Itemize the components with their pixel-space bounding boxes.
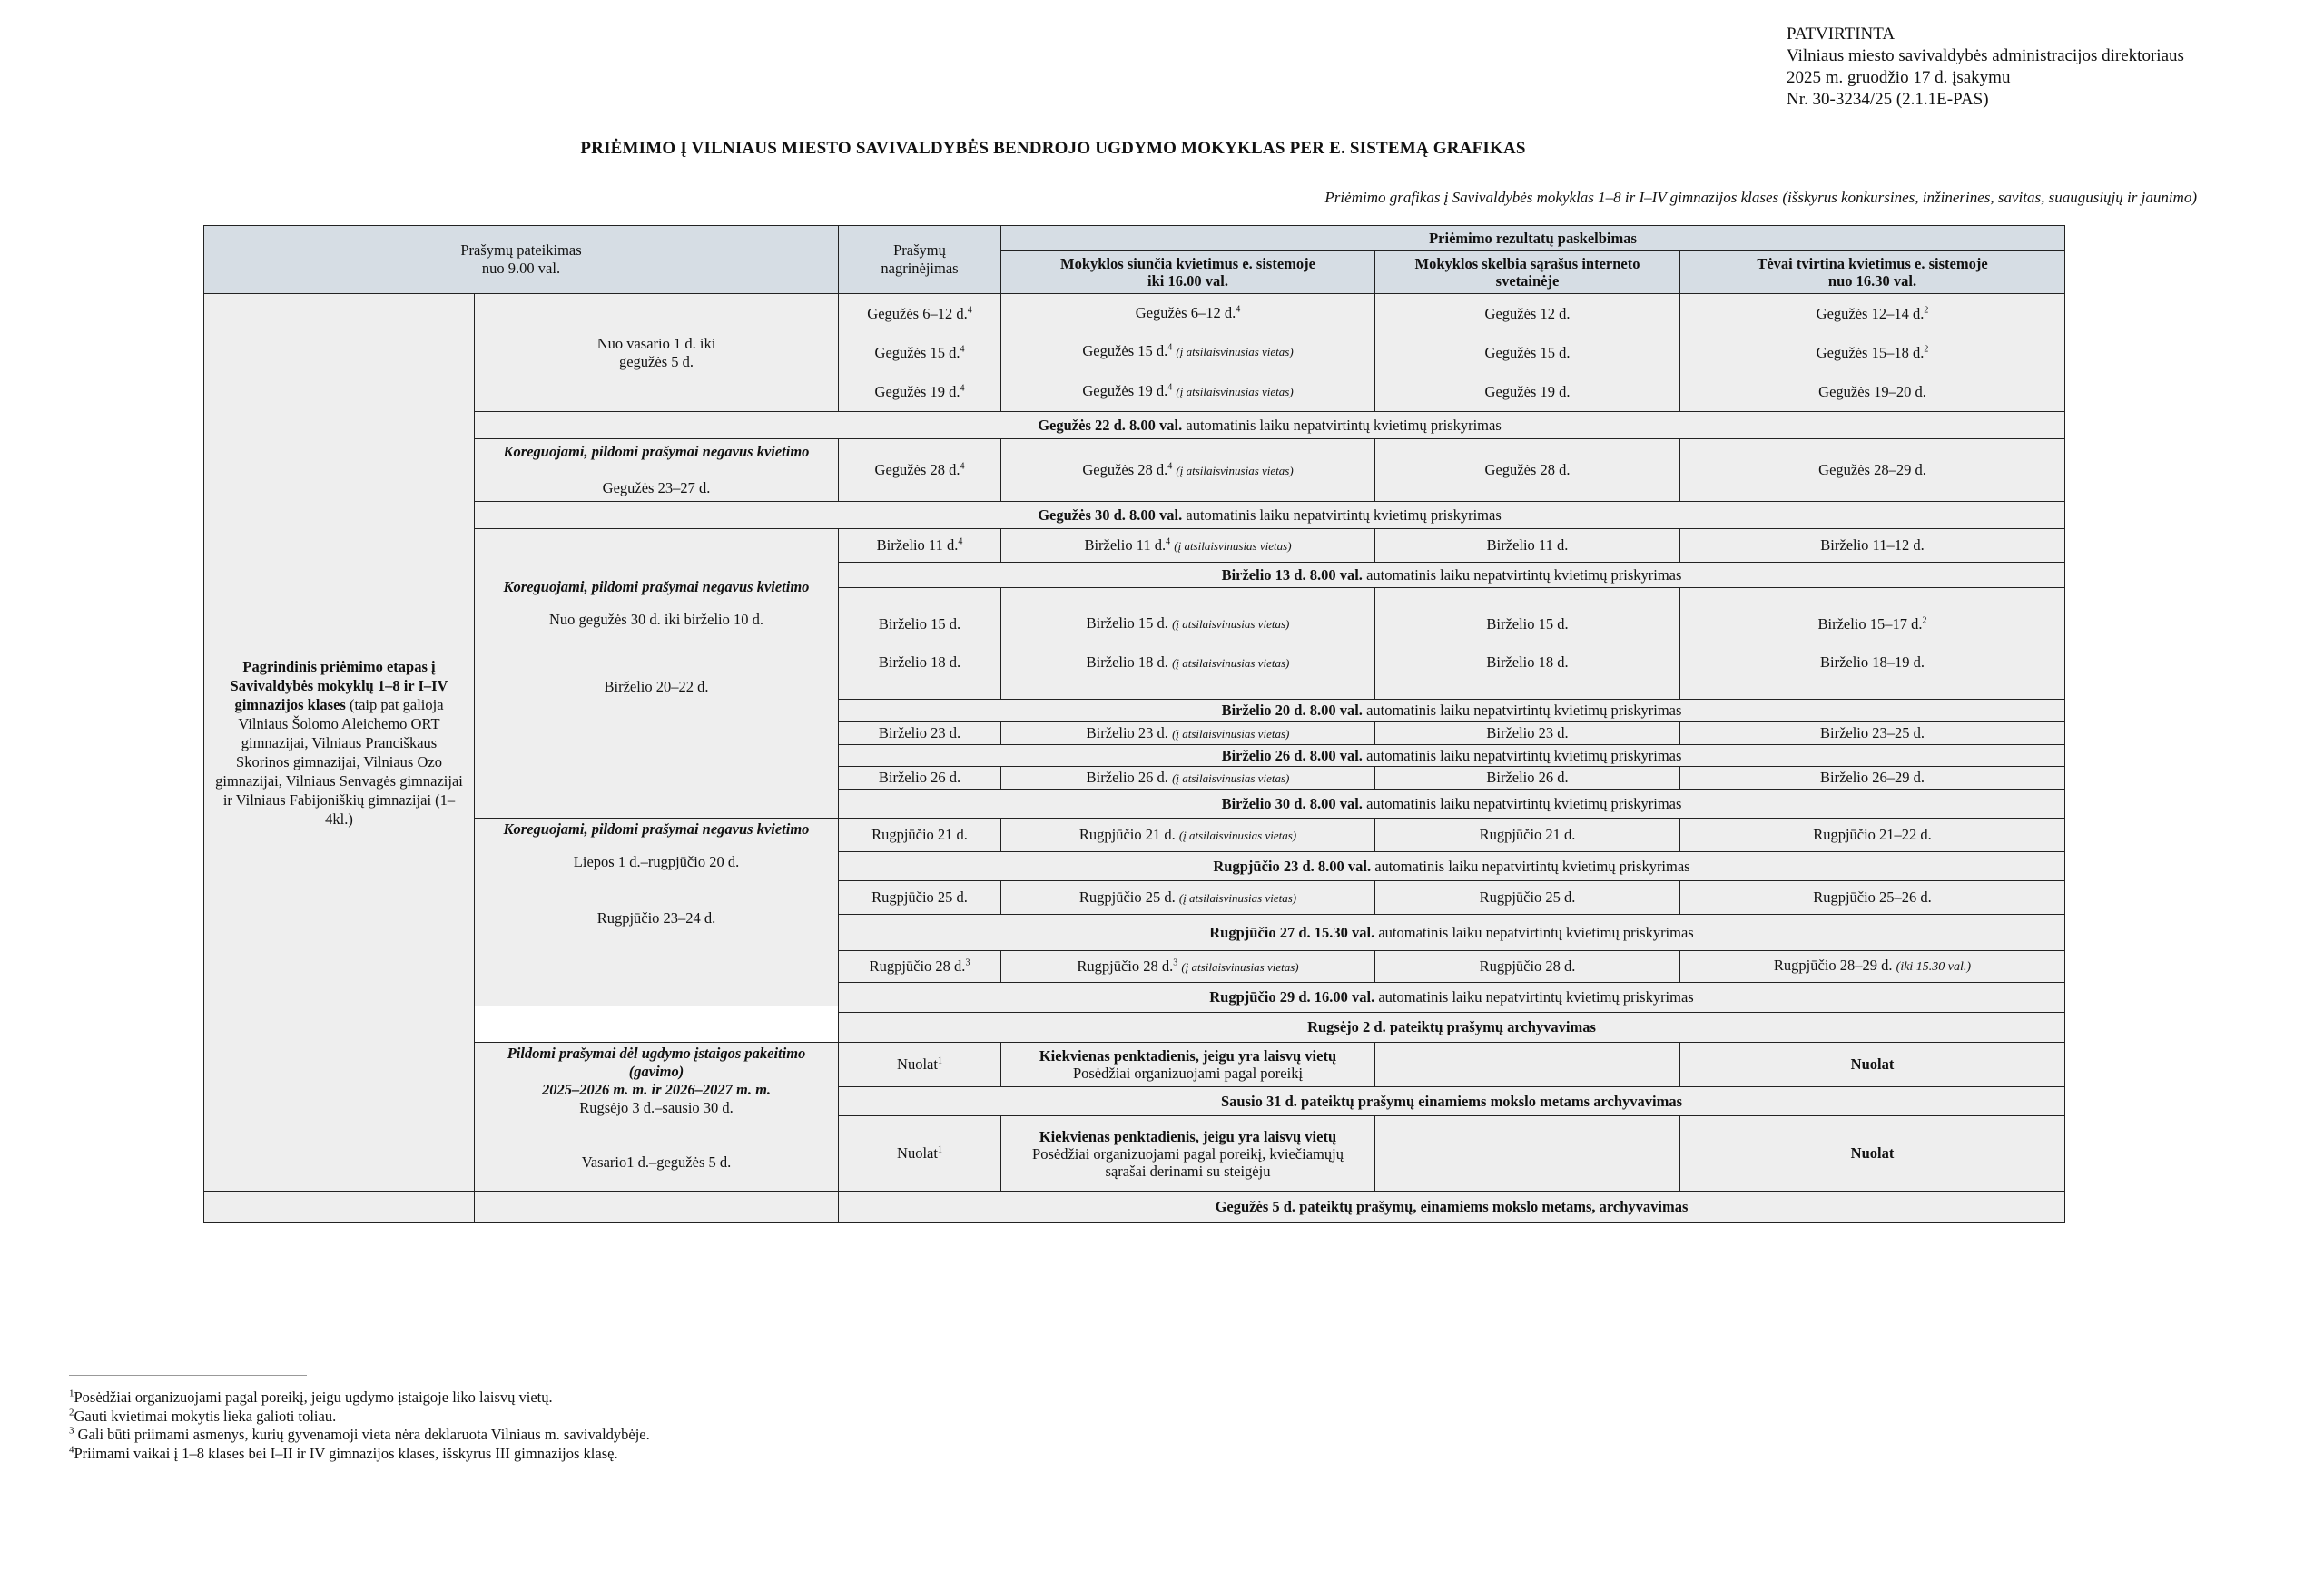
period-1-line1: Nuo vasario 1 d. iki	[596, 334, 716, 352]
header-confirm-line1: Tėvai tvirtina kvietimus e. sistemoje	[1757, 255, 1988, 272]
publish-r11: Rugpjūčio 25 d.	[1374, 880, 1680, 915]
header-send-line1: Mokyklos siunčia kvietimus e. sistemoje	[1060, 255, 1315, 272]
send-r14-line1: Kiekvienas penktadienis, jeigu yra laisvų vietų	[1039, 1127, 1337, 1145]
confirm-r2: Gegužės 15–18 d.$^2$	[1816, 343, 1929, 361]
send-r10: Rugpjūčio 21 d. (į atsilaisvinusias vietas)	[1000, 818, 1375, 852]
review-r2: Gegužės 15 d.$^4$	[874, 343, 965, 361]
confirm-r13: Nuolat	[1679, 1042, 2065, 1087]
document-title: PRIĖMIMO Į VILNIAUS MIESTO SAVIVALDYBĖS BENDROJO UGDYMO MOKYKLAS PER E. SISTEMĄ GRAFIKAS	[580, 139, 1526, 158]
review-r7: Birželio 18 d.	[878, 653, 961, 671]
approval-line: PATVIRTINTA	[1787, 25, 1896, 44]
confirm-r11: Rugpjūčio 25–26 d.	[1679, 880, 2065, 915]
send-r14-line3: sąrašai derinami su steigėju	[1105, 1162, 1271, 1180]
header-results	[1000, 225, 2065, 251]
review-r13: Nuolat$^1$	[838, 1042, 1001, 1087]
band-auto-assign-5: Birželio 26 d. 8.00 val. automatinis laiku nepatvirtintų kvietimų priskyrimas	[838, 744, 2065, 767]
publish-r10: Rugpjūčio 21 d.	[1374, 818, 1680, 852]
band-auto-assign-9: Rugpjūčio 29 d. 16.00 val. automatinis laiku nepatvirtintų kvietimų priskyrimas	[838, 982, 2065, 1013]
confirm-cell-r1-3	[1679, 293, 2065, 412]
period-1-line2: gegužės 5 d.	[618, 352, 694, 370]
review-r4: Gegužės 28 d.$^4$	[838, 438, 1001, 502]
change-label-2: (gavimo)	[628, 1063, 684, 1080]
band-auto-assign-1: Gegužės 22 d. 8.00 val. automatinis laiku nepatvirtintų kvietimų priskyrimas	[474, 411, 2065, 439]
confirm-r1: Gegužės 12–14 d.$^2$	[1816, 304, 1929, 322]
stage-details: (taip pat galioja Vilniaus Šolomo Aleichemo ORT gimnazijai, Vilniaus Pranciškaus Skorinos gimnazijai, Vilniaus Ozo gimnazijai, Vilniaus Senvagės gimnazijai ir Vilniaus Fabijoniškių gimnazijai (1–4kl.)	[215, 695, 463, 828]
send-r8: Birželio 23 d. (į atsilaisvinusias vietas)	[1000, 721, 1375, 745]
footnote-3: $^3$ Gali būti priimami asmenys, kurių gyvenamoji vieta nėra deklaruota Vilniaus m. savivaldybėje.	[69, 1425, 650, 1443]
stage-cell	[203, 293, 475, 1192]
period-3-dates: Nuo gegužės 30 d. iki birželio 10 d.	[549, 611, 763, 628]
approval-line: Nr. 30-3234/25 (2.1.1E-PAS)	[1787, 90, 1989, 109]
approval-line: Vilniaus miesto savivaldybės administracijos direktoriaus	[1787, 46, 2184, 65]
header-send	[1000, 250, 1375, 294]
footnote-4: $^4$Priimami vaikai į 1–8 klases bei I–II ir IV gimnazijos klases, išskyrus III gimnazijos klasę.	[69, 1444, 618, 1462]
footnote-1: $^1$Posėdžiai organizuojami pagal poreikį, jeigu ugdymo įstaigoje liko laisvų vietų.	[69, 1388, 553, 1406]
footnote-2: $^2$Gauti kvietimai mokytis lieka galioti toliau.	[69, 1407, 337, 1425]
period-3-label: Koreguojami, pildomi prašymai negavus kvietimo	[503, 578, 810, 595]
publish-r9: Birželio 26 d.	[1374, 766, 1680, 790]
send-r9: Birželio 26 d. (į atsilaisvinusias vietas)	[1000, 766, 1375, 790]
confirm-r10: Rugpjūčio 21–22 d.	[1679, 818, 2065, 852]
confirm-cell-r6-7	[1679, 587, 2065, 700]
change-years: 2025–2026 m. m. ir 2026–2027 m. m.	[541, 1081, 772, 1098]
publish-r7: Birželio 18 d.	[1486, 653, 1569, 671]
publish-r6: Birželio 15 d.	[1486, 615, 1569, 633]
period-empty-last	[474, 1191, 839, 1223]
stage-title: Pagrindinis priėmimo etapas į Savivaldybės mokyklų 1–8 ir I–IV gimnazijos klases	[230, 657, 448, 713]
period-8-dates: Vasario1 d.–gegužės 5 d.	[581, 1153, 732, 1171]
confirm-r7: Birželio 18–19 d.	[1819, 653, 1925, 671]
approval-line: 2025 m. gruodžio 17 d. įsakymu	[1787, 68, 2011, 87]
period-5	[474, 818, 839, 1006]
send-r5: Birželio 11 d.$^4$ (į atsilaisvinusias vietas)	[1000, 528, 1375, 563]
footnote-separator	[69, 1375, 307, 1376]
period-4-dates: Birželio 20–22 d.	[604, 678, 709, 695]
band-auto-assign-3: Birželio 13 d. 8.00 val. automatinis laiku nepatvirtintų kvietimų priskyrimas	[838, 562, 2065, 588]
header-results-label: Priėmimo rezultatų paskelbimas	[1429, 229, 1637, 247]
confirm-r3: Gegužės 19–20 d.	[1818, 382, 1926, 400]
period-7-dates: Rugsėjo 3 d.–sausio 30 d.	[579, 1099, 734, 1116]
send-r13-line1: Kiekvienas penktadienis, jeigu yra laisvų vietų	[1039, 1047, 1337, 1065]
header-publish-line1: Mokyklos skelbia sąrašus interneto	[1414, 255, 1640, 272]
confirm-r4: Gegužės 28–29 d.	[1679, 438, 2065, 502]
send-r14	[1000, 1115, 1375, 1192]
send-r1: Gegužės 6–12 d.$^4$	[1135, 304, 1241, 322]
confirm-r8: Birželio 23–25 d.	[1679, 721, 2065, 745]
review-r10: Rugpjūčio 21 d.	[838, 818, 1001, 852]
confirm-r9: Birželio 26–29 d.	[1679, 766, 2065, 790]
header-send-line2: iki 16.00 val.	[1147, 272, 1228, 290]
publish-r12: Rugpjūčio 28 d.	[1374, 950, 1680, 983]
publish-r2: Gegužės 15 d.	[1484, 343, 1571, 361]
footnotes	[69, 1389, 650, 1463]
band-auto-assign-6: Birželio 30 d. 8.00 val. automatinis laiku nepatvirtintų kvietimų priskyrimas	[838, 789, 2065, 819]
review-r5: Birželio 11 d.$^4$	[838, 528, 1001, 563]
period-5-label: Koreguojami, pildomi prašymai negavus kvietimo	[503, 820, 810, 838]
send-r11: Rugpjūčio 25 d. (į atsilaisvinusias vietas)	[1000, 880, 1375, 915]
publish-r13-empty	[1374, 1042, 1680, 1087]
publish-r8: Birželio 23 d.	[1374, 721, 1680, 745]
publish-cell-r6-7	[1374, 587, 1680, 700]
header-review-line2: nagrinėjimas	[881, 260, 959, 277]
header-confirm-line2: nuo 16.30 val.	[1827, 272, 1917, 290]
band-archive-1: Rugsėjo 2 d. pateiktų prašymų archyvavimas	[838, 1012, 2065, 1043]
band-auto-assign-7: Rugpjūčio 23 d. 8.00 val. automatinis laiku nepatvirtintų kvietimų priskyrimas	[838, 851, 2065, 881]
review-r8: Birželio 23 d.	[838, 721, 1001, 745]
review-r12: Rugpjūčio 28 d.$^3$	[838, 950, 1001, 983]
change-label-1: Pildomi prašymai dėl ugdymo įstaigos pakeitimo	[507, 1045, 806, 1062]
stage-empty-last	[203, 1191, 475, 1223]
send-r4: Gegužės 28 d.$^4$ (į atsilaisvinusias vietas)	[1000, 438, 1375, 502]
header-submission-time: nuo 9.00 val.	[481, 260, 561, 277]
review-r6: Birželio 15 d.	[878, 615, 961, 633]
period-1	[474, 293, 839, 412]
header-submission	[203, 225, 839, 294]
period-2	[474, 438, 839, 502]
confirm-r6: Birželio 15–17 d.$^2$	[1817, 615, 1927, 633]
review-cell-r6-7	[838, 587, 1001, 700]
send-r7: Birželio 18 d. (į atsilaisvinusias vietas)	[1086, 653, 1290, 671]
confirm-r5: Birželio 11–12 d.	[1679, 528, 2065, 563]
schedule-table	[203, 225, 2065, 1223]
review-r9: Birželio 26 d.	[838, 766, 1001, 790]
period-6-dates: Rugpjūčio 23–24 d.	[596, 909, 716, 927]
band-archive-3: Gegužės 5 d. pateiktų prašymų, einamiems mokslo metams, archyvavimas	[838, 1191, 2065, 1223]
period-5-dates: Liepos 1 d.–rugpjūčio 20 d.	[573, 853, 740, 870]
review-cell-r1-3	[838, 293, 1001, 412]
header-submission-label: Prašymų pateikimas	[460, 241, 582, 259]
band-auto-assign-8: Rugpjūčio 27 d. 15.30 val. automatinis laiku nepatvirtintų kvietimų priskyrimas	[838, 914, 2065, 951]
band-auto-assign-4: Birželio 20 d. 8.00 val. automatinis laiku nepatvirtintų kvietimų priskyrimas	[838, 699, 2065, 722]
review-r1: Gegužės 6–12 d.$^4$	[867, 304, 972, 322]
send-r6: Birželio 15 d. (į atsilaisvinusias vietas)	[1086, 614, 1290, 632]
band-archive-2: Sausio 31 d. pateiktų prašymų einamiems mokslo metams archyvavimas	[838, 1086, 2065, 1116]
review-r11: Rugpjūčio 25 d.	[838, 880, 1001, 915]
send-r12: Rugpjūčio 28 d.$^3$ (į atsilaisvinusias vietas)	[1000, 950, 1375, 983]
header-review-line1: Prašymų	[893, 241, 946, 259]
send-r13	[1000, 1042, 1375, 1087]
period-2-dates: Gegužės 23–27 d.	[602, 479, 711, 496]
approval-block	[1787, 24, 2184, 111]
header-publish	[1374, 250, 1680, 294]
publish-r5: Birželio 11 d.	[1374, 528, 1680, 563]
confirm-r12: Rugpjūčio 28–29 d. (iki 15.30 val.)	[1679, 950, 2065, 983]
publish-r14-empty	[1374, 1115, 1680, 1192]
stage-text	[213, 657, 465, 829]
band-auto-assign-2: Gegužės 30 d. 8.00 val. automatinis laiku nepatvirtintų kvietimų priskyrimas	[474, 501, 2065, 529]
document-subtitle: Priėmimo grafikas į Savivaldybės mokyklas 1–8 ir I–IV gimnazijos klases (išskyrus konkursines, inžinerines, savitas, suaugusiųjų ir jaunimo)	[1324, 189, 2197, 206]
review-r14: Nuolat$^1$	[838, 1115, 1001, 1192]
header-review	[838, 225, 1001, 294]
document-title-wrap	[0, 139, 2324, 159]
header-confirm	[1679, 250, 2065, 294]
header-publish-line2: svetainėje	[1495, 272, 1560, 290]
send-cell-r1-3	[1000, 293, 1375, 412]
publish-r1: Gegužės 12 d.	[1484, 304, 1571, 322]
publish-r4: Gegužės 28 d.	[1374, 438, 1680, 502]
period-change	[474, 1042, 839, 1192]
send-r13-line2: Posėdžiai organizuojami pagal poreikį	[1072, 1065, 1304, 1082]
period-2-label: Koreguojami, pildomi prašymai negavus kvietimo	[503, 443, 810, 460]
publish-r3: Gegužės 19 d.	[1484, 382, 1571, 400]
send-r2: Gegužės 15 d.$^4$ (į atsilaisvinusias vietas)	[1082, 342, 1294, 360]
send-cell-r6-7	[1000, 587, 1375, 700]
send-r14-line2: Posėdžiai organizuojami pagal poreikį, kviečiamųjų	[1032, 1144, 1344, 1163]
send-r3: Gegužės 19 d.$^4$ (į atsilaisvinusias vietas)	[1082, 381, 1294, 399]
publish-cell-r1-3	[1374, 293, 1680, 412]
confirm-r14: Nuolat	[1679, 1115, 2065, 1192]
review-r3: Gegužės 19 d.$^4$	[874, 382, 965, 400]
